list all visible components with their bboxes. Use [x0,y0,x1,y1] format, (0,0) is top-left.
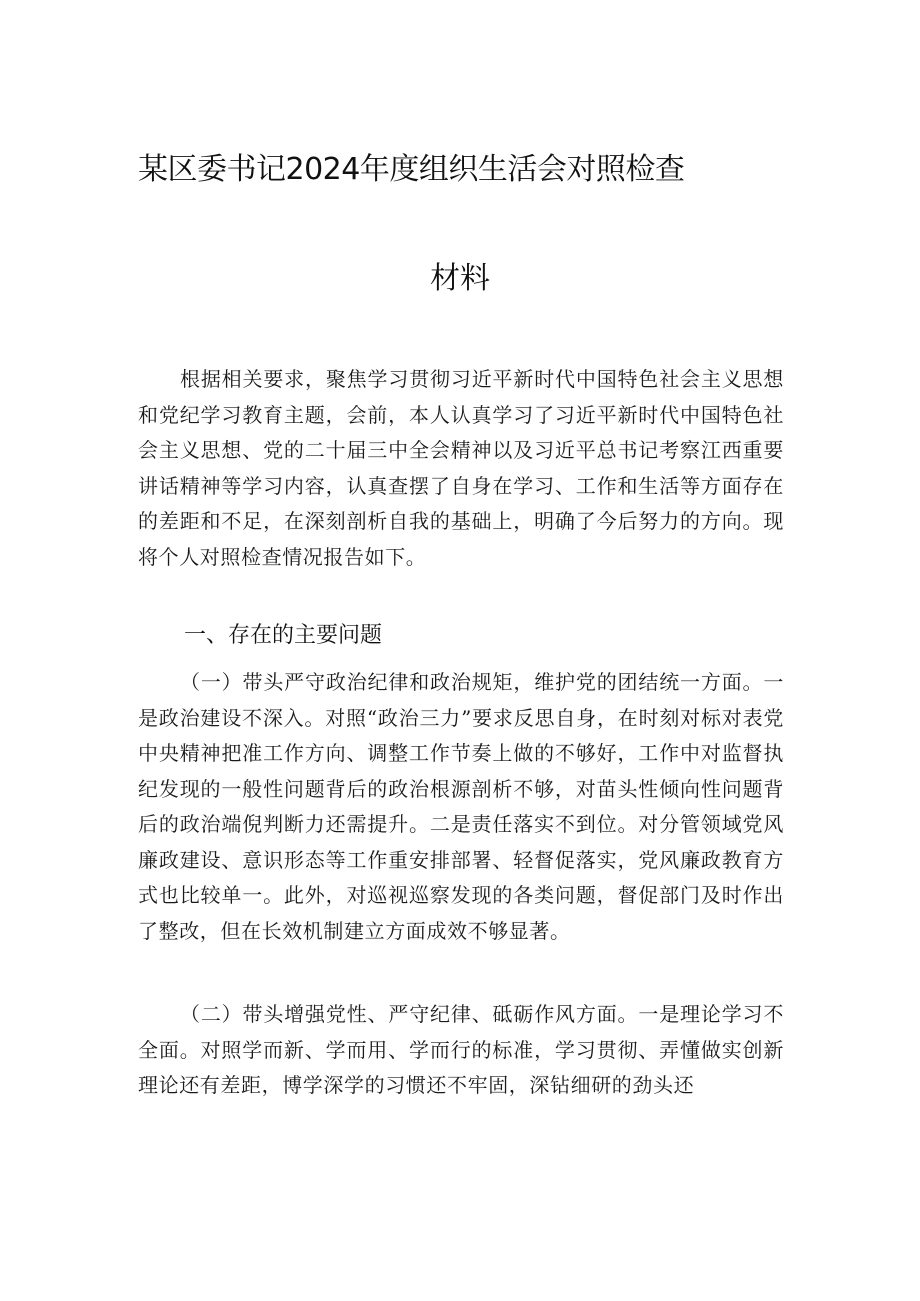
body-paragraph-2: （二）带头增强党性、严守纪律、砥砺作风方面。一是理论学习不全面。对照学而新、学而用、学而行的标准，学习贯彻、弄懂做实创新理论还有差距，博学深学的习惯还不牢固，深钻细研的劲头还 [138,1002,784,1097]
body-paragraph-1: （一）带头严守政治纪律和政治规矩，维护党的团结统一方面。一是政治建设不深入。对照“政治三力”要求反思自身，在时刻对标对表党中央精神把准工作方向、调整工作节奏上做的不够好，工作中对监督执纪发现的一般性问题背后的政治根源剖析不够，对苗头性倾向性问题背后的政治端倪判断力还需提升。二是责任落实不到位。对分管领域党风廉政建设、意识形态等工作重安排部署、轻督促落实，党风廉政教育方式也比较单一。此外，对巡视巡察发现的各类问题，督促部门及时作出了整改，但在长效机制建立方面成效不够显著。 [138,670,784,943]
document-title-continued: 材料 [430,261,490,296]
section-heading: 一、存在的主要问题 [184,623,383,648]
document-title: 某区委书记2024年度组织生活会对照检查 [138,152,685,187]
intro-paragraph: 根据相关要求，聚焦学习贯彻习近平新时代中国特色社会主义思想和党纪学习教育主题，会前，本人认真学习了习近平新时代中国特色社会主义思想、党的二十届三中全会精神以及习近平总书记考察江西重要讲话精神等学习内容，认真查摆了自身在学习、工作和生活等方面存在的差距和不足，在深刻剖析自我的基础上，明确了今后努力的方向。现将个人对照检查情况报告如下。 [138,367,784,569]
